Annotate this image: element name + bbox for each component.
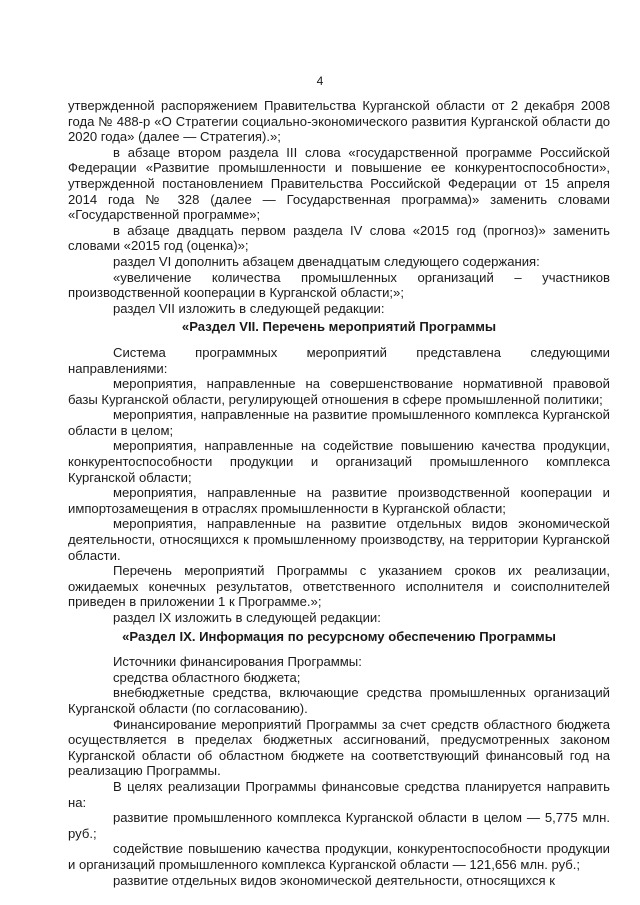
paragraph: В целях реализации Программы финансовые средства планируется направить на: bbox=[68, 778, 610, 810]
paragraph: Система программных мероприятий представлена следующими направлениями: bbox=[68, 344, 610, 376]
paragraph: «увеличение количества промышленных организаций – участников производственной кооперации в Курганской области;»; bbox=[68, 269, 610, 301]
paragraph: мероприятия, направленные на развитие производственной кооперации и импортозамещения в отраслях промышленности в Курганской области; bbox=[68, 485, 610, 516]
paragraph: развитие промышленного комплекса Курганской области в целом — 5,775 млн. руб.; bbox=[68, 810, 610, 841]
paragraph: раздел VII изложить в следующей редакции: bbox=[113, 300, 385, 316]
paragraph: Источники финансирования Программы: bbox=[113, 654, 362, 670]
paragraph: мероприятия, направленные на развитие отдельных видов экономической деятельности, относящихся к промышленному производству, на территории Курганской области. bbox=[68, 516, 610, 563]
paragraph: раздел VI дополнить абзацем двенадцатым следующего содержания: bbox=[113, 253, 540, 269]
paragraph: мероприятия, направленные на содействие повышению качества продукции, конкурентоспособности продукции и организаций промышленного комплекса Курганской области; bbox=[68, 438, 610, 485]
paragraph: утвержденной распоряжением Правительства Курганской области от 2 декабря 2008 года № 488-р «О Стратегии социально-экономического развития Курганской области до 2020 года» (далее — Стратегия).»; bbox=[68, 98, 610, 145]
paragraph: Перечень мероприятий Программы с указанием сроков их реализации, ожидаемых конечных результатов, ответственного исполнителя и соисполнителей приведен в приложении 1 к Программе.»; bbox=[68, 563, 610, 610]
paragraph: содействие повышению качества продукции, конкурентоспособности продукции и организаций промышленного комплекса Курганской области — 121,656 млн. руб.; bbox=[68, 841, 610, 872]
paragraph: развитие отдельных видов экономической деятельности, относящихся к bbox=[113, 872, 555, 888]
page-number: 4 bbox=[316, 74, 324, 88]
section-heading: «Раздел VII. Перечень мероприятий Программы bbox=[181, 319, 497, 335]
section-heading: «Раздел IX. Информация по ресурсному обеспечению Программы bbox=[122, 628, 556, 644]
paragraph: мероприятия, направленные на развитие промышленного комплекса Курганской области в целом; bbox=[68, 407, 610, 438]
document-body bbox=[68, 98, 610, 888]
paragraph: средства областного бюджета; bbox=[113, 669, 301, 685]
paragraph: Финансирование мероприятий Программы за счет средств областного бюджета осуществляется в пределах бюджетных ассигнований, предусмотренных законом Курганской области об областном бюджете на соответствующий финансовый год на реализацию Программы. bbox=[68, 716, 610, 779]
paragraph: мероприятия, направленные на совершенствование нормативной правовой базы Курганской области, регулирующей отношения в сфере промышленной политики; bbox=[68, 376, 610, 407]
paragraph: в абзаце втором раздела III слова «государственной программе Российской Федерации «Развитие промышленности и повышение ее конкурентоспособности», утвержденной постановлением Правительства Российской Федерации от 15 апреля 2014 года № 328 (далее — Государственная программа)» заменить словами «Государственной программе»; bbox=[68, 144, 610, 223]
paragraph: раздел IX изложить в следующей редакции: bbox=[113, 610, 381, 625]
paragraph: внебюджетные средства, включающие средства промышленных организаций Курганской области (по согласованию). bbox=[68, 685, 610, 716]
paragraph: в абзаце двадцать первом раздела IV слова «2015 год (прогноз)» заменить словами «2015 год (оценка)»; bbox=[68, 222, 610, 254]
